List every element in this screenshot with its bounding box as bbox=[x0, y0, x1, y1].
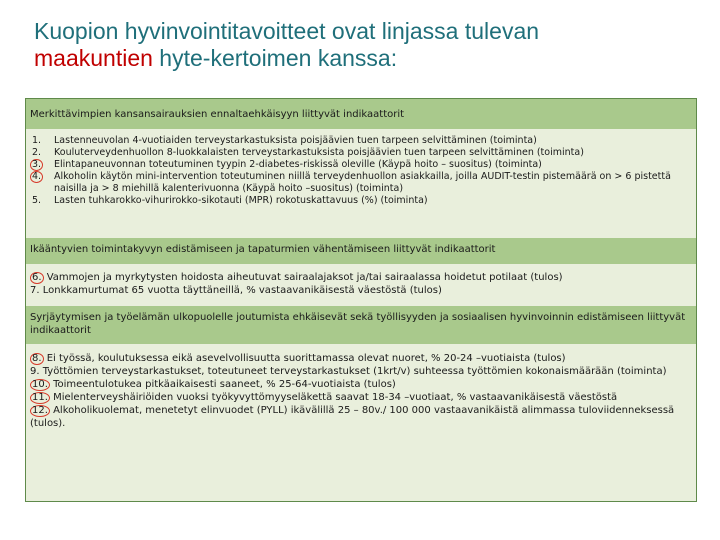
item-text: Toimeentulotukea pitkäaikaisesti saaneet, % 25-64-vuotiaista (tulos) bbox=[53, 379, 396, 390]
item-text: Lastenneuvolan 4-vuotiaiden terveystarkastuksista poisjäävien tuen tarpeen selvittäminen (toiminta) bbox=[54, 135, 537, 146]
list-item bbox=[30, 391, 692, 404]
item-number-circled: 10. bbox=[32, 379, 48, 390]
item-text: Alkoholikuolemat, menetetyt elinvuodet (PYLL) ikävälillä 25 – 80v./ 100 000 vastaavanikäistä alimmassa tuloviidenneksessä (tulos). bbox=[30, 405, 675, 429]
list-item bbox=[26, 135, 696, 147]
title-line2-rest: hyte-kertoimen kanssa: bbox=[152, 45, 398, 71]
item-text: Lonkkamurtumat 65 vuotta täyttäneillä, % vastaavanikäisestä väestöstä (tulos) bbox=[42, 285, 442, 296]
list-item bbox=[26, 147, 696, 159]
list-item bbox=[30, 352, 692, 365]
exclusion-indicator-list bbox=[26, 352, 696, 430]
item-number: 5. bbox=[32, 195, 42, 206]
list-item bbox=[26, 195, 696, 207]
item-text: Alkoholin käytön mini-intervention toteutuminen niillä terveydenhuollon asiakkailla, joilla AUDIT-testin pistemäärä on > 6 pistettä naisilla ja > 8 miehillä kalenterivuonna (Käypä hoito –suositus) (toiminta) bbox=[54, 171, 671, 194]
title-red-word: maakuntien bbox=[34, 45, 153, 71]
item-number-circled: 3. bbox=[32, 159, 42, 170]
item-text: Elintapaneuvonnan toteutuminen tyypin 2-diabetes-riskissä oleville (Käypä hoito – suositus) (toiminta) bbox=[54, 159, 542, 170]
list-item bbox=[30, 271, 692, 284]
item-text: Mielenterveyshäiriöiden vuoksi työkyvyttömyyseläkettä saavat 18-34 –vuotiaat, % vastaavanikäisestä väestöstä bbox=[53, 392, 618, 403]
item-number-circled: 12. bbox=[32, 405, 48, 416]
list-item bbox=[30, 378, 692, 391]
indicators-panel bbox=[25, 98, 697, 502]
item-number: 1. bbox=[32, 135, 42, 146]
section-header-diseases: Merkittävimpien kansansairauksien ennaltaehkäisyyn liittyvät indikaattorit bbox=[26, 99, 696, 129]
list-item bbox=[30, 365, 692, 378]
list-item bbox=[26, 171, 696, 195]
disease-indicator-list bbox=[26, 135, 696, 207]
item-text: Kouluterveydenhuollon 8-luokkalaisten terveystarkastuksista poisjäävien tuen tarpeen selvittäminen (toiminta) bbox=[54, 147, 584, 158]
item-number-circled: 8. bbox=[32, 353, 42, 364]
elderly-indicator-list bbox=[26, 271, 696, 297]
item-text: Vammojen ja myrkytysten hoidosta aiheutuvat sairaalajaksot ja/tai sairaalassa hoidetut potilaat (tulos) bbox=[46, 272, 563, 283]
section-header-elderly: Ikääntyvien toimintakyvyn edistämiseen ja tapaturmien vähentämiseen liittyvät indikaattorit bbox=[26, 238, 696, 264]
list-item bbox=[30, 404, 692, 430]
item-text: Ei työssä, koulutuksessa eikä asevelvollisuutta suorittamassa olevat nuoret, % 20-24 –vuotiaista (tulos) bbox=[46, 353, 566, 364]
item-number: 2. bbox=[32, 147, 42, 158]
list-item bbox=[30, 284, 692, 297]
item-number: 7. bbox=[30, 285, 40, 296]
item-text: Lasten tuhkarokko-vihurirokko-sikotauti (MPR) rokotuskattavuus (%) (toiminta) bbox=[54, 195, 428, 206]
item-number: 9. bbox=[30, 366, 40, 377]
list-item bbox=[26, 159, 696, 171]
item-number-circled: 4. bbox=[32, 171, 42, 182]
title-line1: Kuopion hyvinvointitavoitteet ovat linjassa tulevan bbox=[34, 18, 540, 44]
slide-title bbox=[34, 18, 704, 72]
section-header-exclusion: Syrjäytymisen ja työelämän ulkopuolelle joutumista ehkäisevät sekä työllisyyden ja sosiaalisen hyvinvoinnin edistämiseen liittyvät indikaattorit bbox=[26, 306, 696, 344]
item-text: Työttömien terveystarkastukset, toteutuneet terveystarkastukset (1krt/v) suhteessa työttömien kokonaismäärään (toiminta) bbox=[42, 366, 667, 377]
item-number-circled: 11. bbox=[32, 392, 48, 403]
item-number-circled: 6. bbox=[32, 272, 42, 283]
